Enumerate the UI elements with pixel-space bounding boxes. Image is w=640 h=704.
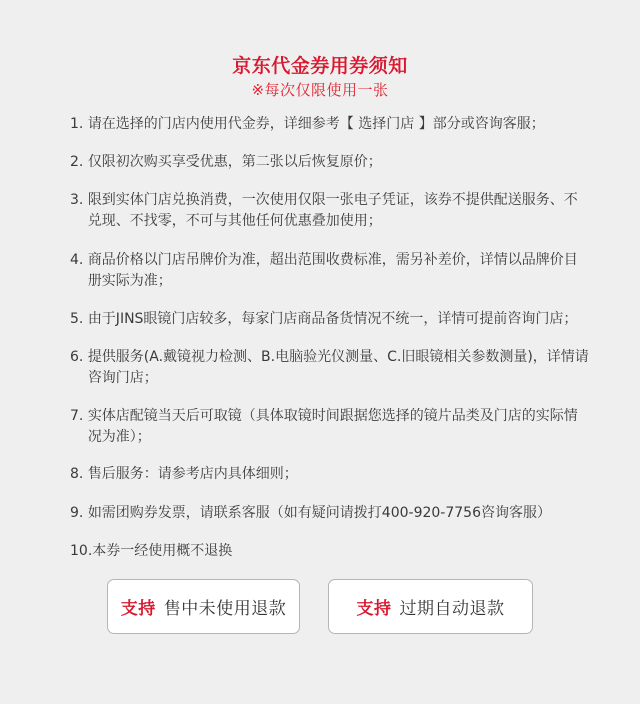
rule-number: 2. bbox=[70, 154, 88, 170]
rule-number: 6. bbox=[70, 349, 88, 365]
rule-number: 4. bbox=[70, 252, 88, 268]
rule-text: 仅限初次购买享受优惠，第二张以后恢复原价； bbox=[87, 154, 382, 170]
rule-item-5 bbox=[70, 309, 590, 330]
rule-text: 如需团购券发票，请联系客服（如有疑问请拨打400-920-7756咨询客服） bbox=[87, 505, 551, 521]
rule-number: 7. bbox=[70, 408, 88, 424]
rule-text: 请在选择的门店内使用代金券，详细参考【 选择门店 】部分或咨询客服； bbox=[87, 116, 545, 132]
rule-item-1 bbox=[70, 114, 590, 135]
rule-number: 3. bbox=[70, 192, 88, 208]
rule-text: 限到实体门店兑换消费，一次使用仅限一张电子凭证，该券不提供配送服务、不兑现、不找零，不可与其他任何优惠叠加使用； bbox=[87, 192, 578, 229]
rule-item-7 bbox=[70, 406, 590, 448]
refund-unused-label: 售中未使用退款 bbox=[163, 599, 287, 619]
rule-item-9 bbox=[70, 503, 590, 524]
notice-subtitle: ※每次仅限使用一张 bbox=[251, 81, 389, 99]
rule-text: 由于JINS眼镜门店较多，每家门店商品备货情况不统一，详情可提前咨询门店； bbox=[87, 311, 578, 327]
refund-expired-label: 过期自动退款 bbox=[399, 599, 505, 619]
rule-text: 商品价格以门店吊牌价为准，超出范围收费标准，需另补差价，详情以品牌价目册实际为准； bbox=[87, 252, 578, 289]
refund-unused-emphasis: 支持 bbox=[120, 599, 156, 619]
refund-expired-emphasis: 支持 bbox=[356, 599, 392, 619]
rule-item-2 bbox=[70, 152, 590, 173]
rule-number: 9. bbox=[70, 505, 88, 521]
rule-number: 5. bbox=[70, 311, 88, 327]
rule-item-8 bbox=[70, 464, 590, 485]
refund-unused-button[interactable] bbox=[107, 579, 300, 634]
refund-expired-button[interactable] bbox=[328, 579, 533, 634]
notice-title: 京东代金券用券须知 bbox=[232, 55, 408, 77]
rule-number: 8. bbox=[70, 466, 88, 482]
rule-number: 10. bbox=[70, 543, 93, 559]
rule-item-3 bbox=[70, 190, 590, 232]
rule-item-6 bbox=[70, 347, 590, 389]
rule-text: 提供服务(A.戴镜视力检测、B.电脑验光仪测量、C.旧眼镜相关参数测量)，详情请咨询门店； bbox=[87, 349, 589, 386]
rule-item-4 bbox=[70, 250, 590, 292]
rule-number: 1. bbox=[70, 116, 88, 132]
rule-text: 售后服务：请参考店内具体细则； bbox=[87, 466, 298, 482]
rule-text: 实体店配镜当天后可取镜（具体取镜时间跟据您选择的镜片品类及门店的实际情况为准）； bbox=[87, 408, 578, 445]
rule-item-10 bbox=[70, 541, 590, 562]
rule-text: 本券一经使用概不退换 bbox=[92, 543, 233, 559]
